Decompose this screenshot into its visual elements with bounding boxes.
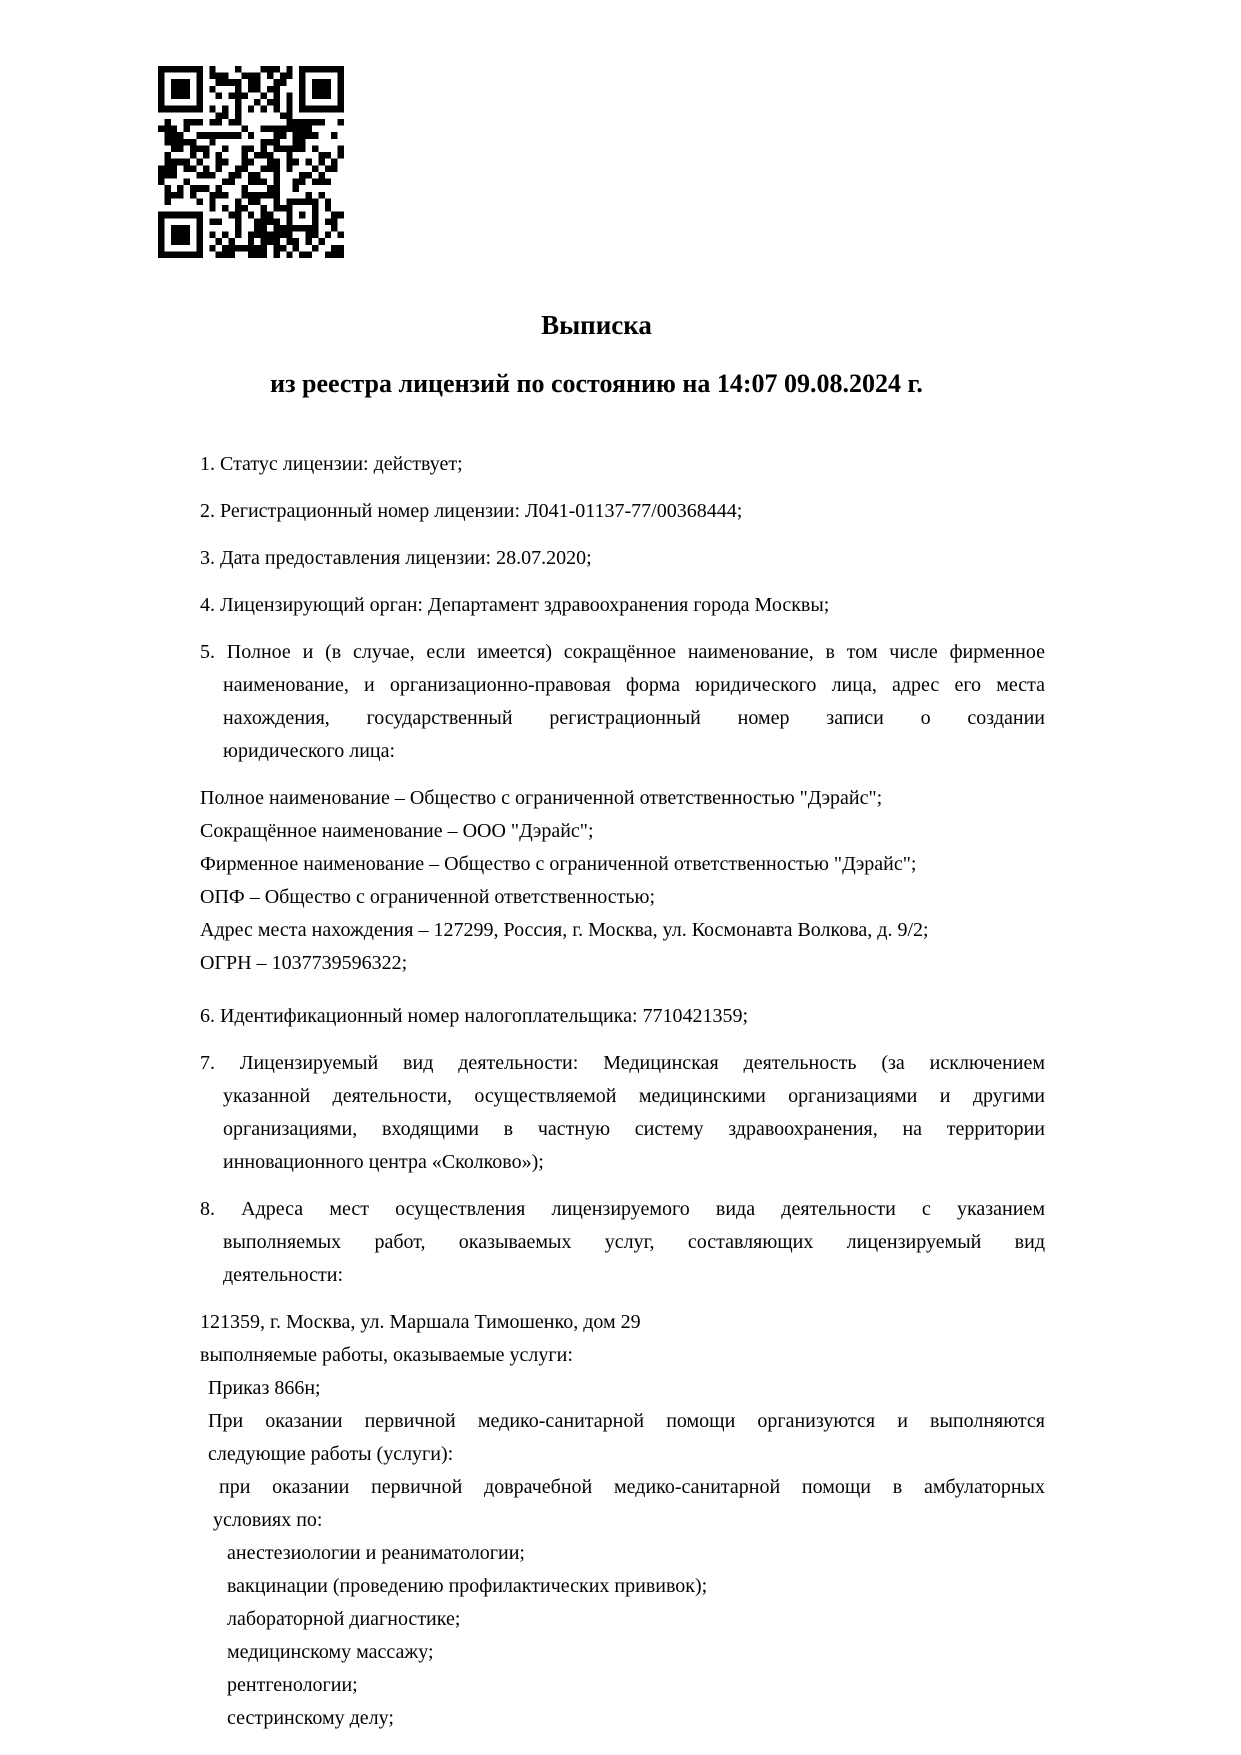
paragraph — [148, 589, 1045, 622]
doc-line: вакцинации (проведению профилактических прививок); — [227, 1575, 708, 1597]
paragraph — [148, 1047, 1045, 1179]
document-title: Выписка — [541, 310, 652, 340]
paragraph — [148, 1193, 1045, 1292]
document-content — [148, 0, 1045, 1735]
doc-line: инновационного центра «Сколково»); — [223, 1151, 544, 1173]
paragraph — [148, 1000, 1045, 1033]
doc-line: 6. Идентификационный номер налогоплательщика: 7710421359; — [200, 1005, 749, 1027]
paragraph — [148, 542, 1045, 575]
doc-line: выполняемых работ, оказываемых услуг, составляющих лицензируемый вид — [223, 1231, 1045, 1253]
paragraph — [148, 782, 1045, 980]
doc-line: При оказании первичной медико-санитарной помощи организуются и выполняются — [208, 1410, 1045, 1432]
doc-line: 2. Регистрационный номер лицензии: Л041-01137-77/00368444; — [200, 500, 743, 522]
doc-line: юридического лица: — [223, 740, 396, 762]
doc-line: 3. Дата предоставления лицензии: 28.07.2020; — [200, 547, 592, 569]
paragraph — [148, 495, 1045, 528]
doc-line: выполняемые работы, оказываемые услуги: — [200, 1344, 573, 1366]
doc-line: ОПФ – Общество с ограниченной ответственностью; — [200, 886, 656, 908]
paragraph — [148, 1306, 1045, 1372]
doc-line: Полное наименование – Общество с ограниченной ответственностью "Дэрайс"; — [200, 787, 883, 809]
doc-line: указанной деятельности, осуществляемой медицинскими организациями и другими — [223, 1085, 1045, 1107]
paragraph — [148, 448, 1045, 481]
document-body — [148, 448, 1045, 1735]
doc-line: Адрес места нахождения – 127299, Россия, г. Москва, ул. Космонавта Волкова, д. 9/2; — [200, 919, 929, 941]
doc-line: 7. Лицензируемый вид деятельности: Медицинская деятельность (за исключением — [200, 1052, 1045, 1074]
doc-line: организациями, входящими в частную систему здравоохранения, на территории — [223, 1118, 1045, 1140]
doc-line: Сокращённое наименование – ООО "Дэрайс"; — [200, 820, 594, 842]
doc-line: 1. Статус лицензии: действует; — [200, 453, 463, 475]
doc-line: Приказ 866н; — [208, 1377, 321, 1399]
doc-line: 121359, г. Москва, ул. Маршала Тимошенко, дом 29 — [200, 1311, 641, 1333]
doc-line: анестезиологии и реаниматологии; — [227, 1542, 525, 1564]
document-subtitle: из реестра лицензий по состоянию на 14:07 09.08.2024 г. — [270, 369, 923, 398]
paragraph — [148, 636, 1045, 768]
doc-line: ОГРН – 1037739596322; — [200, 952, 408, 974]
doc-line: 8. Адреса мест осуществления лицензируемого вида деятельности с указанием — [200, 1198, 1045, 1220]
paragraph — [148, 1471, 1045, 1537]
paragraph — [148, 1405, 1045, 1471]
doc-line: 5. Полное и (в случае, если имеется) сокращённое наименование, в том числе фирменное — [200, 641, 1045, 663]
doc-line: наименование, и организационно-правовая форма юридического лица, адрес его места — [223, 674, 1045, 696]
doc-line: сестринскому делу; — [227, 1707, 394, 1729]
doc-line: следующие работы (услуги): — [208, 1443, 454, 1465]
paragraph — [148, 1537, 1045, 1735]
doc-line: Фирменное наименование – Общество с ограниченной ответственностью "Дэрайс"; — [200, 853, 917, 875]
doc-line: 4. Лицензирующий орган: Департамент здравоохранения города Москвы; — [200, 594, 830, 616]
doc-line: нахождения, государственный регистрационный номер записи о создании — [223, 707, 1045, 729]
doc-line: лабораторной диагностике; — [227, 1608, 461, 1630]
doc-line: при оказании первичной доврачебной медико-санитарной помощи в амбулаторных — [219, 1476, 1045, 1498]
doc-line: рентгенологии; — [227, 1674, 358, 1696]
doc-line: деятельности: — [223, 1264, 344, 1286]
doc-line: медицинскому массажу; — [227, 1641, 434, 1663]
paragraph — [148, 1372, 1045, 1405]
doc-line: условиях по: — [213, 1509, 323, 1531]
